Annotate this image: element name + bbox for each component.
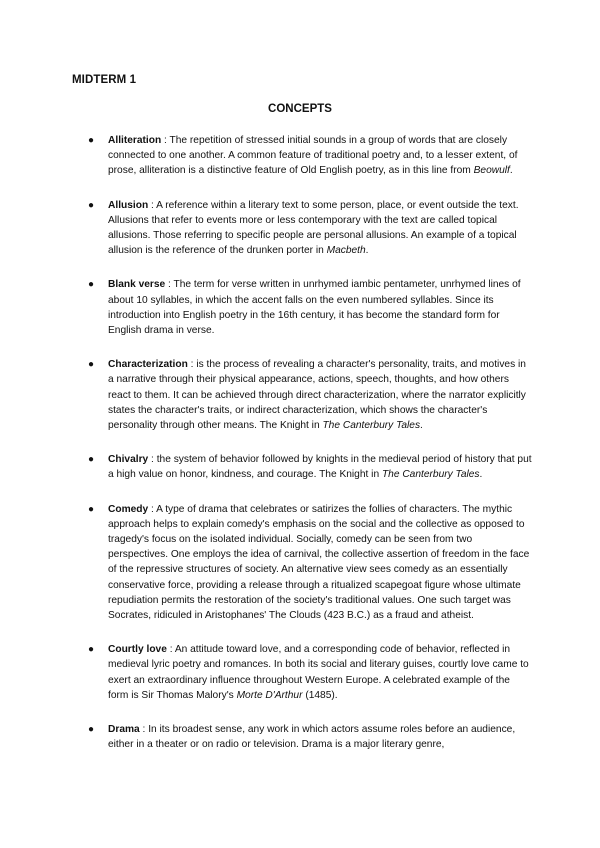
bullet-icon: ● [88, 503, 95, 515]
bullet-icon: ● [88, 454, 95, 466]
work-title: The Canterbury Tales [381, 469, 480, 481]
bullet-icon: ● [88, 359, 95, 371]
concept-item-courtly-love [88, 642, 532, 703]
concept-definition: In its broadest sense, any work in which actors assume roles before an audience, either in a theater or on radio or television. Drama is a major literary genre, [108, 724, 516, 751]
work-title: Beowulf [473, 165, 510, 177]
concept-item-comedy [88, 502, 532, 624]
concept-definition: A reference within a literary text to some person, place, or event outside the text. Allusions that refer to events more or less contemporary with the text are called topical allusions. Those referring to specific people are personal allusions. An example of a topical allusion is the reference of the drunken porter in [108, 199, 519, 257]
term-separator: : [165, 279, 174, 291]
work-title: Morte D'Arthur [236, 689, 303, 701]
concept-definition: The repetition of stressed initial sounds in a group of words that are closely connected to one another. A common feature of traditional poetry and, to a lesser extent, of prose, alliteration is a distinctive feature of Old English poetry, as in this line from [108, 135, 518, 177]
concept-item-drama [88, 722, 532, 752]
bullet-icon: ● [88, 279, 95, 291]
concept-term: Courtly love [108, 644, 167, 656]
term-separator: : [148, 199, 157, 211]
term-separator: : [148, 454, 157, 466]
concept-term: Alliteration [108, 135, 162, 146]
concept-term: Drama [108, 724, 140, 736]
concept-definition: A type of drama that celebrates or satirizes the follies of characters. The mythic approach helps to explain comedy's emphasis on the social and the collective as opposed to tragedy's focus on the isolated individual. Socially, comedy can be seen from two perspectives. One employs the idea of carnival, the collective assertion of freedom in the face of the repressive structures of society. An alternative view sees comedy as an essentially conservative force, providing a release through a ritualized scapegoat figure whose ultimate repudiation permits the restoration of the society's traditional values. One such target was Socrates, ridiculed in Aristophanes' The Clouds (423 B.C.) as a fraud and atheist. [108, 503, 530, 622]
concept-item-characterization [88, 357, 532, 433]
concept-definition: is the process of revealing a character's personality, traits, and motives in a narrative through their physical appearance, actions, speech, thoughts, and how others react to them. It can be achieved through direct characterization, where the narrator explicitly states the character's traits, or indirect characterization, which shows the character's personality through other means. The Knight in [108, 359, 526, 432]
term-separator: : [139, 724, 149, 736]
definition-ending: . [509, 165, 513, 177]
concept-item-allusion [88, 198, 532, 259]
section-title: CONCEPTS [268, 103, 332, 115]
document-title: MIDTERM 1 [72, 74, 137, 86]
concept-term: Allusion [108, 199, 149, 211]
concept-definition: The term for verse written in unrhymed iambic pentameter, unrhymed lines of about 10 syllables, in which the accent falls on the even numbered syllables. Since its introduction into English poetry in the 16th century, it has become the standard form for English drama in verse. [108, 279, 521, 337]
concept-term: Chivalry [108, 454, 149, 466]
bullet-icon: ● [88, 199, 95, 211]
concept-term: Characterization [108, 359, 188, 371]
work-title: Macbeth [326, 245, 366, 257]
definition-ending: . [479, 469, 483, 481]
definition-ending: (1485). [302, 689, 338, 701]
concept-item-alliteration [88, 133, 532, 179]
concept-item-blank-verse [88, 277, 532, 338]
term-separator: : [187, 359, 197, 371]
bullet-icon: ● [88, 724, 95, 736]
concept-list [88, 133, 532, 772]
term-separator: : [148, 503, 157, 515]
term-separator: : [161, 135, 170, 146]
concept-definition: the system of behavior followed by knights in the medieval period of history that put a high value on honor, kindness, and courage. The Knight in [108, 454, 532, 481]
bullet-icon: ● [88, 135, 95, 146]
work-title: The Canterbury Tales [322, 420, 421, 432]
concept-term: Comedy [108, 503, 149, 515]
definition-ending: . [365, 245, 369, 257]
bullet-icon: ● [88, 644, 95, 656]
definition-ending: . [420, 420, 423, 432]
term-separator: : [166, 644, 175, 656]
concept-item-chivalry [88, 452, 532, 482]
concept-term: Blank verse [108, 279, 166, 291]
concept-definition: An attitude toward love, and a corresponding code of behavior, reflected in medieval lyric poetry and romances. In both its social and literary guises, courtly love came to exert an extraordinary influence throughout Western Europe. A celebrated example of the form is Sir Thomas Malory's [108, 644, 529, 701]
